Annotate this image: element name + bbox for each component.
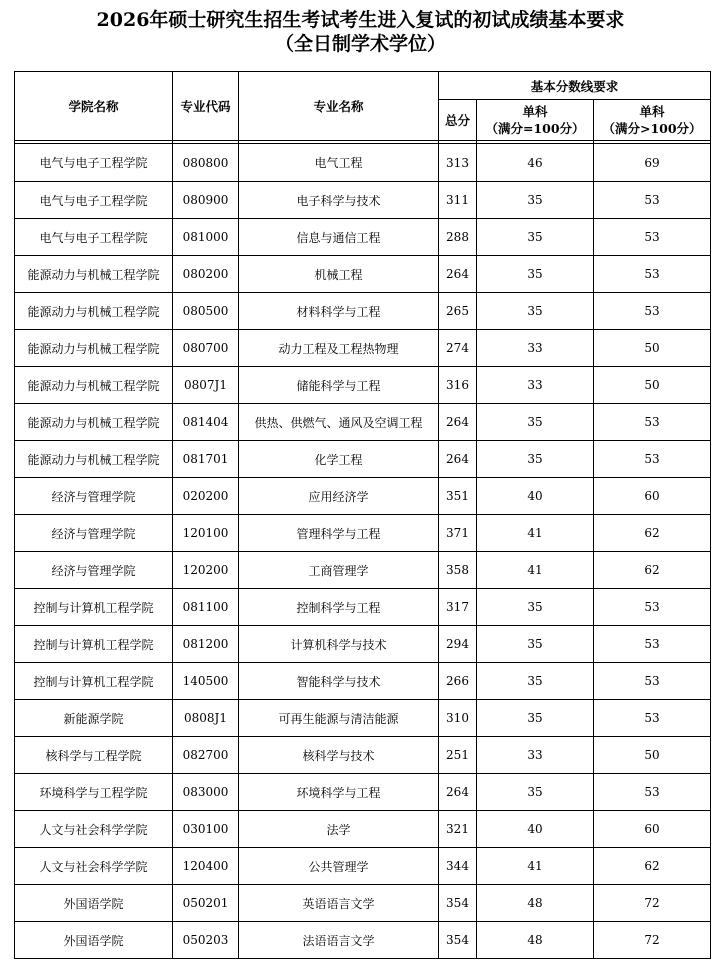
table-row xyxy=(15,293,711,330)
cell-code: 081100 xyxy=(173,589,239,626)
cell-single-high: 60 xyxy=(594,478,711,515)
cell-total: 288 xyxy=(439,219,477,256)
cell-college: 外国语学院 xyxy=(15,922,173,959)
cell-total: 354 xyxy=(439,922,477,959)
table-row xyxy=(15,700,711,737)
cell-total: 265 xyxy=(439,293,477,330)
cell-single-low: 35 xyxy=(477,404,594,441)
cell-total: 313 xyxy=(439,144,477,182)
cell-single-low: 41 xyxy=(477,515,594,552)
cell-single-low: 35 xyxy=(477,256,594,293)
header-single-high xyxy=(594,100,711,141)
cell-single-high: 50 xyxy=(594,737,711,774)
cell-single-high: 72 xyxy=(594,885,711,922)
table-row xyxy=(15,182,711,219)
cell-single-low: 41 xyxy=(477,848,594,885)
cell-single-high: 53 xyxy=(594,293,711,330)
cell-single-high: 53 xyxy=(594,182,711,219)
cell-code: 082700 xyxy=(173,737,239,774)
header-single-high-line1: 单科 xyxy=(639,104,665,119)
cell-code: 140500 xyxy=(173,663,239,700)
table-row xyxy=(15,404,711,441)
cell-code: 080500 xyxy=(173,293,239,330)
cell-code: 120400 xyxy=(173,848,239,885)
cell-total: 371 xyxy=(439,515,477,552)
cell-total: 264 xyxy=(439,774,477,811)
cell-college: 经济与管理学院 xyxy=(15,552,173,589)
cell-total: 351 xyxy=(439,478,477,515)
score-requirements-table xyxy=(14,71,711,959)
cell-college: 能源动力与机械工程学院 xyxy=(15,256,173,293)
cell-major: 储能科学与工程 xyxy=(239,367,439,404)
table-header xyxy=(15,72,711,144)
header-score-group: 基本分数线要求 xyxy=(439,72,711,100)
cell-code: 083000 xyxy=(173,774,239,811)
cell-total: 310 xyxy=(439,700,477,737)
header-major: 专业名称 xyxy=(239,72,439,141)
table-row xyxy=(15,626,711,663)
cell-major: 计算机科学与技术 xyxy=(239,626,439,663)
cell-code: 0808J1 xyxy=(173,700,239,737)
cell-college: 能源动力与机械工程学院 xyxy=(15,404,173,441)
cell-major: 动力工程及工程热物理 xyxy=(239,330,439,367)
cell-total: 317 xyxy=(439,589,477,626)
cell-single-low: 33 xyxy=(477,330,594,367)
cell-single-low: 46 xyxy=(477,144,594,182)
cell-total: 311 xyxy=(439,182,477,219)
cell-college: 控制与计算机工程学院 xyxy=(15,663,173,700)
cell-major: 应用经济学 xyxy=(239,478,439,515)
cell-code: 120200 xyxy=(173,552,239,589)
cell-total: 251 xyxy=(439,737,477,774)
cell-single-low: 40 xyxy=(477,478,594,515)
cell-code: 081000 xyxy=(173,219,239,256)
header-single-low-line2: （满分=100分） xyxy=(485,121,585,136)
cell-major: 机械工程 xyxy=(239,256,439,293)
cell-single-low: 35 xyxy=(477,219,594,256)
cell-single-low: 35 xyxy=(477,626,594,663)
cell-total: 344 xyxy=(439,848,477,885)
cell-single-high: 60 xyxy=(594,811,711,848)
cell-single-low: 35 xyxy=(477,700,594,737)
header-single-low-line1: 单科 xyxy=(522,104,548,119)
cell-total: 316 xyxy=(439,367,477,404)
table-row xyxy=(15,219,711,256)
cell-total: 266 xyxy=(439,663,477,700)
document-header xyxy=(0,8,721,56)
cell-single-high: 53 xyxy=(594,663,711,700)
cell-college: 能源动力与机械工程学院 xyxy=(15,330,173,367)
cell-single-high: 53 xyxy=(594,219,711,256)
cell-code: 081701 xyxy=(173,441,239,478)
table-row xyxy=(15,552,711,589)
cell-single-low: 35 xyxy=(477,182,594,219)
cell-single-high: 53 xyxy=(594,700,711,737)
cell-single-high: 69 xyxy=(594,144,711,182)
table-row xyxy=(15,478,711,515)
cell-code: 080200 xyxy=(173,256,239,293)
table-row xyxy=(15,256,711,293)
cell-total: 294 xyxy=(439,626,477,663)
cell-college: 核科学与工程学院 xyxy=(15,737,173,774)
cell-college: 能源动力与机械工程学院 xyxy=(15,367,173,404)
cell-single-high: 53 xyxy=(594,256,711,293)
cell-college: 外国语学院 xyxy=(15,885,173,922)
cell-total: 274 xyxy=(439,330,477,367)
cell-major: 英语语言文学 xyxy=(239,885,439,922)
cell-single-low: 41 xyxy=(477,552,594,589)
cell-college: 能源动力与机械工程学院 xyxy=(15,441,173,478)
cell-single-low: 48 xyxy=(477,922,594,959)
table-row xyxy=(15,774,711,811)
cell-code: 120100 xyxy=(173,515,239,552)
cell-college: 经济与管理学院 xyxy=(15,515,173,552)
cell-single-low: 33 xyxy=(477,737,594,774)
cell-total: 358 xyxy=(439,552,477,589)
cell-code: 050201 xyxy=(173,885,239,922)
cell-code: 0807J1 xyxy=(173,367,239,404)
cell-single-high: 53 xyxy=(594,441,711,478)
cell-single-high: 62 xyxy=(594,515,711,552)
cell-college: 电气与电子工程学院 xyxy=(15,182,173,219)
cell-major: 信息与通信工程 xyxy=(239,219,439,256)
cell-college: 控制与计算机工程学院 xyxy=(15,589,173,626)
cell-college: 人文与社会科学学院 xyxy=(15,848,173,885)
cell-major: 电气工程 xyxy=(239,144,439,182)
cell-total: 264 xyxy=(439,441,477,478)
header-code: 专业代码 xyxy=(173,72,239,141)
cell-code: 080800 xyxy=(173,144,239,182)
cell-college: 人文与社会科学学院 xyxy=(15,811,173,848)
table-row xyxy=(15,663,711,700)
cell-college: 新能源学院 xyxy=(15,700,173,737)
cell-major: 环境科学与工程 xyxy=(239,774,439,811)
cell-single-low: 35 xyxy=(477,774,594,811)
cell-total: 354 xyxy=(439,885,477,922)
cell-single-high: 72 xyxy=(594,922,711,959)
cell-single-high: 50 xyxy=(594,330,711,367)
cell-major: 公共管理学 xyxy=(239,848,439,885)
cell-single-low: 35 xyxy=(477,293,594,330)
cell-total: 321 xyxy=(439,811,477,848)
table-row xyxy=(15,330,711,367)
cell-single-high: 53 xyxy=(594,626,711,663)
cell-single-low: 33 xyxy=(477,367,594,404)
cell-code: 081200 xyxy=(173,626,239,663)
cell-single-high: 50 xyxy=(594,367,711,404)
cell-major: 化学工程 xyxy=(239,441,439,478)
cell-single-low: 35 xyxy=(477,589,594,626)
cell-major: 管理科学与工程 xyxy=(239,515,439,552)
document-title: 2026年硕士研究生招生考试考生进入复试的初试成绩基本要求 xyxy=(96,9,625,31)
table-body xyxy=(15,144,711,959)
table-row xyxy=(15,144,711,182)
cell-college: 环境科学与工程学院 xyxy=(15,774,173,811)
cell-single-low: 40 xyxy=(477,811,594,848)
document-subtitle: （全日制学术学位） xyxy=(274,33,446,55)
cell-single-low: 35 xyxy=(477,663,594,700)
cell-code: 020200 xyxy=(173,478,239,515)
table-row xyxy=(15,515,711,552)
cell-single-high: 53 xyxy=(594,404,711,441)
cell-college: 电气与电子工程学院 xyxy=(15,219,173,256)
table-row xyxy=(15,848,711,885)
header-college: 学院名称 xyxy=(15,72,173,141)
cell-major: 智能科学与技术 xyxy=(239,663,439,700)
table-row xyxy=(15,589,711,626)
table-row xyxy=(15,441,711,478)
table-row xyxy=(15,922,711,959)
table-row xyxy=(15,885,711,922)
cell-major: 材料科学与工程 xyxy=(239,293,439,330)
cell-code: 080700 xyxy=(173,330,239,367)
cell-single-low: 35 xyxy=(477,441,594,478)
table-row xyxy=(15,811,711,848)
cell-single-low: 48 xyxy=(477,885,594,922)
cell-college: 能源动力与机械工程学院 xyxy=(15,293,173,330)
table-row xyxy=(15,367,711,404)
cell-single-high: 62 xyxy=(594,848,711,885)
cell-total: 264 xyxy=(439,256,477,293)
cell-major: 可再生能源与清洁能源 xyxy=(239,700,439,737)
cell-single-high: 53 xyxy=(594,589,711,626)
cell-major: 工商管理学 xyxy=(239,552,439,589)
cell-college: 经济与管理学院 xyxy=(15,478,173,515)
cell-single-high: 62 xyxy=(594,552,711,589)
cell-college: 电气与电子工程学院 xyxy=(15,144,173,182)
cell-major: 电子科学与技术 xyxy=(239,182,439,219)
header-row-1 xyxy=(15,72,711,100)
cell-code: 080900 xyxy=(173,182,239,219)
cell-major: 控制科学与工程 xyxy=(239,589,439,626)
cell-major: 法学 xyxy=(239,811,439,848)
header-single-high-line2: （满分>100分） xyxy=(602,121,702,136)
cell-major: 核科学与技术 xyxy=(239,737,439,774)
cell-code: 030100 xyxy=(173,811,239,848)
cell-major: 供热、供燃气、通风及空调工程 xyxy=(239,404,439,441)
table-row xyxy=(15,737,711,774)
cell-total: 264 xyxy=(439,404,477,441)
cell-college: 控制与计算机工程学院 xyxy=(15,626,173,663)
cell-code: 081404 xyxy=(173,404,239,441)
cell-major: 法语语言文学 xyxy=(239,922,439,959)
header-single-low xyxy=(477,100,594,141)
cell-single-high: 53 xyxy=(594,774,711,811)
header-total: 总分 xyxy=(439,100,477,141)
cell-code: 050203 xyxy=(173,922,239,959)
